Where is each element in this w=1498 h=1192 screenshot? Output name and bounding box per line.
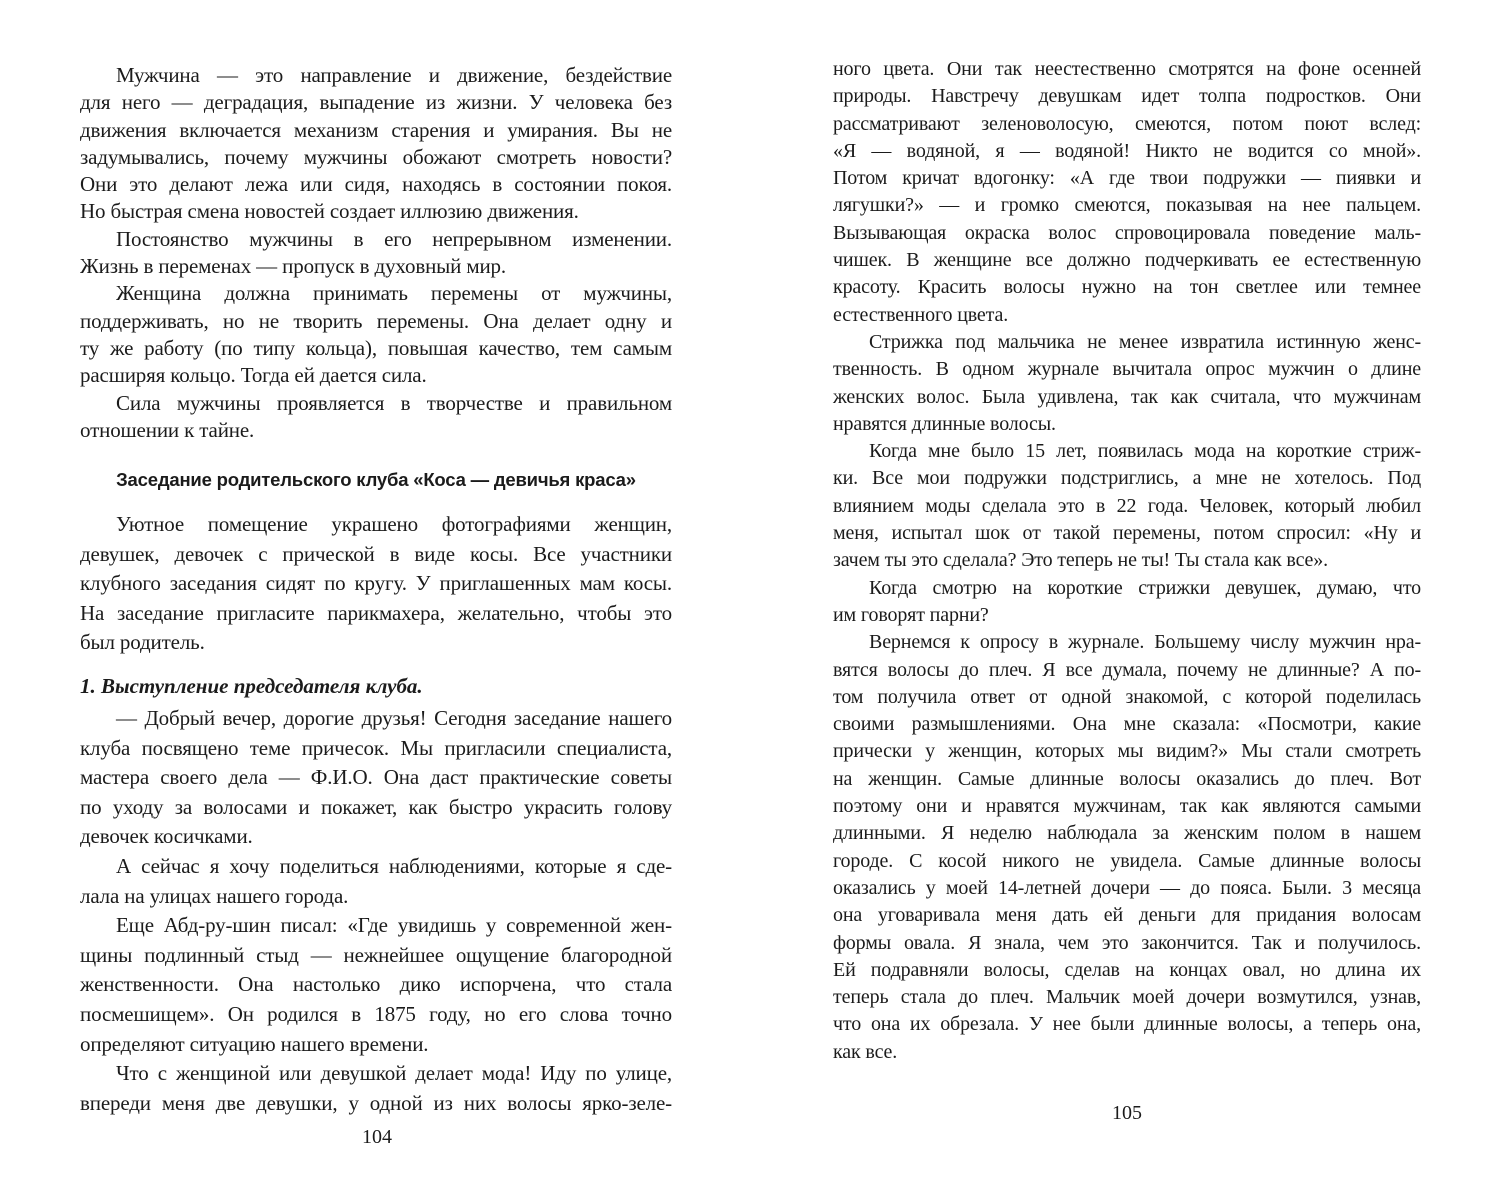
text-line: определяют ситуацию нашего времени. xyxy=(80,1031,429,1056)
text-line: А сейчас я хочу поделиться наблюдениями, которые я сде- xyxy=(116,853,672,878)
paragraph xyxy=(80,62,672,226)
text-line: рассматривают зеленоволосую, смеются, потом поют вслед: xyxy=(833,112,1421,135)
text-line: ки. Все мои подружки подстриглись, а мне не хотелось. Под xyxy=(833,467,1421,490)
text-line: она уговаривала меня дать ей деньги для придания волосам xyxy=(833,904,1421,927)
text-line: движения включается механизм старения и умирания. Вы не xyxy=(80,117,672,142)
text-section xyxy=(80,704,672,1118)
text-line: вятся волосы до плеч. Я все думала, почему не длинные? А по- xyxy=(833,658,1421,681)
text-line: клуба посвящено теме причесок. Мы пригласили специалиста, xyxy=(80,735,672,760)
right-page xyxy=(749,0,1498,1192)
text-line: по уходу за волосами и покажет, как быстро украсить голову xyxy=(80,794,672,819)
text-line: том получила ответ от одной знакомой, с которой поделилась xyxy=(833,685,1421,708)
text-line: что она их обрезала. У нее были длинные волосы, а теперь она, xyxy=(833,1013,1421,1036)
text-line: Жизнь в переменах — пропуск в духовный мир. xyxy=(80,254,507,279)
text-line: Стрижка под мальчика не менее извратила истинную женс- xyxy=(869,330,1421,353)
text-line: как все. xyxy=(833,1040,898,1063)
text-line: женственности. Она настолько дико испорчена, что стала xyxy=(80,972,672,997)
text-line: Они это делают лежа или сидя, находясь в состоянии покоя. xyxy=(80,172,672,197)
text-line: женских волос. Была удивлена, так как считала, что мужчинам xyxy=(833,385,1421,408)
text-section xyxy=(833,56,1421,1066)
text-line: мастера своего дела — Ф.И.О. Она даст практические советы xyxy=(80,765,672,790)
text-line: лягушки?» — и громко смеются, показывая на нее пальцем. xyxy=(833,194,1421,217)
text-line: Сила мужчины проявляется в творчестве и правильном xyxy=(116,390,672,415)
text-line: девочек косичками. xyxy=(80,824,253,849)
text-line: оказались у моей 14-летней дочери — до пояса. Были. 3 месяца xyxy=(833,876,1421,899)
text-line: для него — деградация, выпадение из жизни. У человека без xyxy=(80,90,672,115)
paragraph xyxy=(833,329,1421,438)
text-line: твенность. В одном журнале вычитала опрос мужчин о длине xyxy=(833,358,1421,381)
text-line: клубного заседания сидят по кругу. У приглашенных мам косы. xyxy=(80,571,672,595)
text-line: ту же работу (по типу кольца), повышая качество, тем самым xyxy=(80,335,672,360)
text-line: щины подлинный стыд — нежнейшее ощущение благородной xyxy=(80,942,672,967)
paragraph xyxy=(80,704,672,852)
text-line: зачем ты это сделала? Это теперь не ты! Ты стала как все». xyxy=(833,549,1328,572)
text-line: девушек, девочек с прической в виде косы. Все участники xyxy=(80,541,672,566)
text-line: посмешищем». Он родился в 1875 году, но его слова точно xyxy=(80,1001,672,1026)
paragraph xyxy=(833,438,1421,574)
text-line: «Я — водяной, я — водяной! Никто не водится со мной». xyxy=(833,139,1421,162)
text-line: ного цвета. Они так неестественно смотрятся на фоне осенней xyxy=(833,58,1421,80)
paragraph xyxy=(80,280,672,389)
paragraph xyxy=(833,629,1421,1066)
text-line: Мужчина — это направление и движение, бездействие xyxy=(116,63,672,87)
text-line: прически у женщин, которых мы видим?» Мы стали смотреть xyxy=(833,740,1421,763)
text-line: поэтому они и нравятся мужчинам, так как являются самыми xyxy=(833,795,1421,818)
text-line: лала на улицах нашего города. xyxy=(80,883,349,908)
text-line: Когда смотрю на короткие стрижки девушек, думаю, что xyxy=(869,576,1421,599)
paragraph xyxy=(80,390,672,445)
paragraph xyxy=(80,1059,672,1118)
text-line: теперь стала до плеч. Мальчик моей дочери возмутился, узнав, xyxy=(833,986,1421,1009)
paragraph xyxy=(80,226,672,281)
text-line: был родитель. xyxy=(80,630,205,654)
paragraph xyxy=(80,852,672,911)
text-line: на женщин. Самые длинные волосы оказались до плеч. Вот xyxy=(833,767,1421,790)
paragraph xyxy=(833,575,1421,630)
section-heading: Заседание родительского клуба «Коса — девичья краса» xyxy=(116,469,636,490)
text-line: Но быстрая смена новостей создает иллюзию движения. xyxy=(80,199,579,224)
text-line: Что с женщиной или девушкой делает мода! Иду по улице, xyxy=(116,1061,672,1086)
text-line: Еще Абд-ру-шин писал: «Где увидишь у современной жен- xyxy=(116,913,672,938)
text-line: им говорят парни? xyxy=(833,603,989,626)
text-line: задумывались, почему мужчины обожают смотреть новости? xyxy=(80,144,672,169)
text-line: Когда мне было 15 лет, появилась мода на короткие стриж- xyxy=(869,440,1421,463)
text-line: поддерживать, но не творить перемены. Она делает одну и xyxy=(80,308,672,333)
page-number: 105 xyxy=(1112,1102,1142,1124)
text-line: формы овала. Я знала, чем это закончится. Так и получилось. xyxy=(833,931,1421,954)
text-line: чишек. В женщине все должно подчеркивать ее естественную xyxy=(833,249,1421,272)
text-line: Ей подравняли волосы, сделав на концах овал, но длина их xyxy=(833,958,1421,981)
subheading: 1. Выступление председателя клуба. xyxy=(80,674,423,698)
text-line: расширяя кольцо. Тогда ей дается сила. xyxy=(80,363,427,388)
text-line: Потом кричат вдогонку: «А где твои подружки — пиявки и xyxy=(833,167,1421,190)
paragraph xyxy=(80,911,672,1059)
text-section xyxy=(80,510,672,658)
text-line: красоту. Красить волосы нужно на тон светлее или темнее xyxy=(833,276,1421,299)
text-line: влиянием моды сделала это в 22 года. Человек, который любил xyxy=(833,494,1421,517)
text-line: естественного цвета. xyxy=(833,303,1009,326)
paragraph xyxy=(833,56,1421,329)
page-number: 104 xyxy=(362,1126,392,1148)
text-line: впереди меня две девушки, у одной из них волосы ярко-зеле- xyxy=(80,1090,672,1115)
text-line: Женщина должна принимать перемены от мужчины, xyxy=(116,281,672,306)
text-line: нравятся длинные волосы. xyxy=(833,412,1056,435)
text-line: природы. Навстречу девушкам идет толпа подростков. Они xyxy=(833,85,1421,108)
text-line: городе. С косой никого не увидела. Самые длинные волосы xyxy=(833,849,1421,872)
text-line: Постоянство мужчины в его непрерывном изменении. xyxy=(116,226,672,251)
text-line: своими размышлениями. Она мне сказала: «Посмотри, какие xyxy=(833,713,1421,736)
text-line: меня, испытал шок от такой перемены, потом спросил: «Ну и xyxy=(833,522,1421,545)
text-line: длинными. Я неделю наблюдала за женским полом в нашем xyxy=(833,822,1421,845)
text-line: На заседание пригласите парикмахера, желательно, чтобы это xyxy=(80,600,672,625)
text-line: Уютное помещение украшено фотографиями женщин, xyxy=(116,512,672,536)
text-line: Вернемся к опросу в журнале. Большему числу мужчин нра- xyxy=(869,631,1421,654)
text-line: Вызывающая окраска волос спровоцировала поведение маль- xyxy=(833,221,1421,244)
paragraph xyxy=(80,510,672,658)
text-section xyxy=(80,62,672,444)
text-line: отношении к тайне. xyxy=(80,417,255,442)
text-line: — Добрый вечер, дорогие друзья! Сегодня заседание нашего xyxy=(116,706,672,730)
